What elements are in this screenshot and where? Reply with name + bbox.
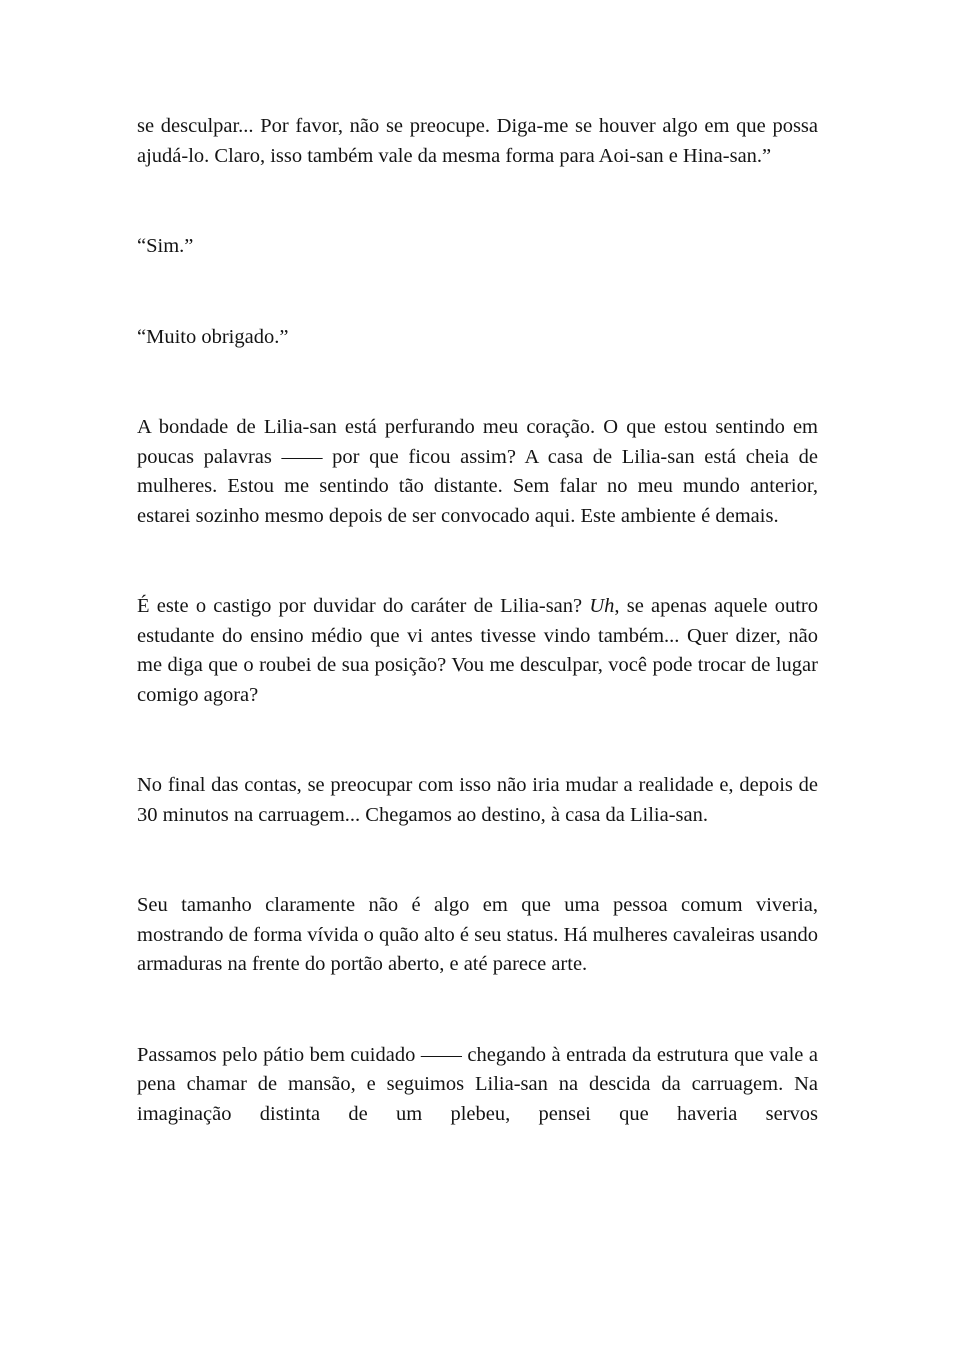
paragraph-2: “Sim.” xyxy=(137,235,194,257)
paragraph-5-emphasis: Uh xyxy=(589,595,615,617)
paragraph-4: A bondade de Lilia-san está perfurando meu coração. O que estou sentindo em poucas palavras —— por que ficou assim? A casa de Lilia-san está cheia de mulheres. Estou me sentindo tão distante. Sem falar no meu mundo anterior, estarei sozinho mesmo depois de ser convocado aqui. Este ambiente é demais. xyxy=(137,416,818,527)
paragraph-5 xyxy=(137,592,818,710)
paragraph-5-part-1: É este o castigo por duvidar do caráter de Lilia-san? xyxy=(137,595,590,617)
paragraph-8: Passamos pelo pátio bem cuidado —— chegando à entrada da estrutura que vale a pena chamar de mansão, e seguimos Lilia-san na descida da carruagem. Na imaginação distinta de um plebeu, pensei que haveria servos xyxy=(137,1043,818,1125)
paragraph-1: se desculpar... Por favor, não se preocupe. Diga-me se houver algo em que possa ajudá-lo. Claro, isso também vale da mesma forma para Aoi-san e Hina-san.” xyxy=(137,115,818,167)
paragraph-6: No final das contas, se preocupar com isso não iria mudar a realidade e, depois de 30 minutos na carruagem... Chegamos ao destino, à casa da Lilia-san. xyxy=(137,774,818,826)
paragraph-7: Seu tamanho claramente não é algo em que uma pessoa comum viveria, mostrando de forma vívida o quão alto é seu status. Há mulheres cavaleiras usando armaduras na frente do portão aberto, e até parece arte. xyxy=(137,894,818,975)
paragraph-5-part-2: , se apenas aquele outro estudante do ensino médio que vi antes tivesse vindo também... Quer dizer, não me diga que o roubei de sua posição? Vou me desculpar, você pode trocar de lugar comigo agora? xyxy=(137,595,818,706)
document-page xyxy=(137,112,818,1190)
paragraph-3: “Muito obrigado.” xyxy=(137,325,289,348)
